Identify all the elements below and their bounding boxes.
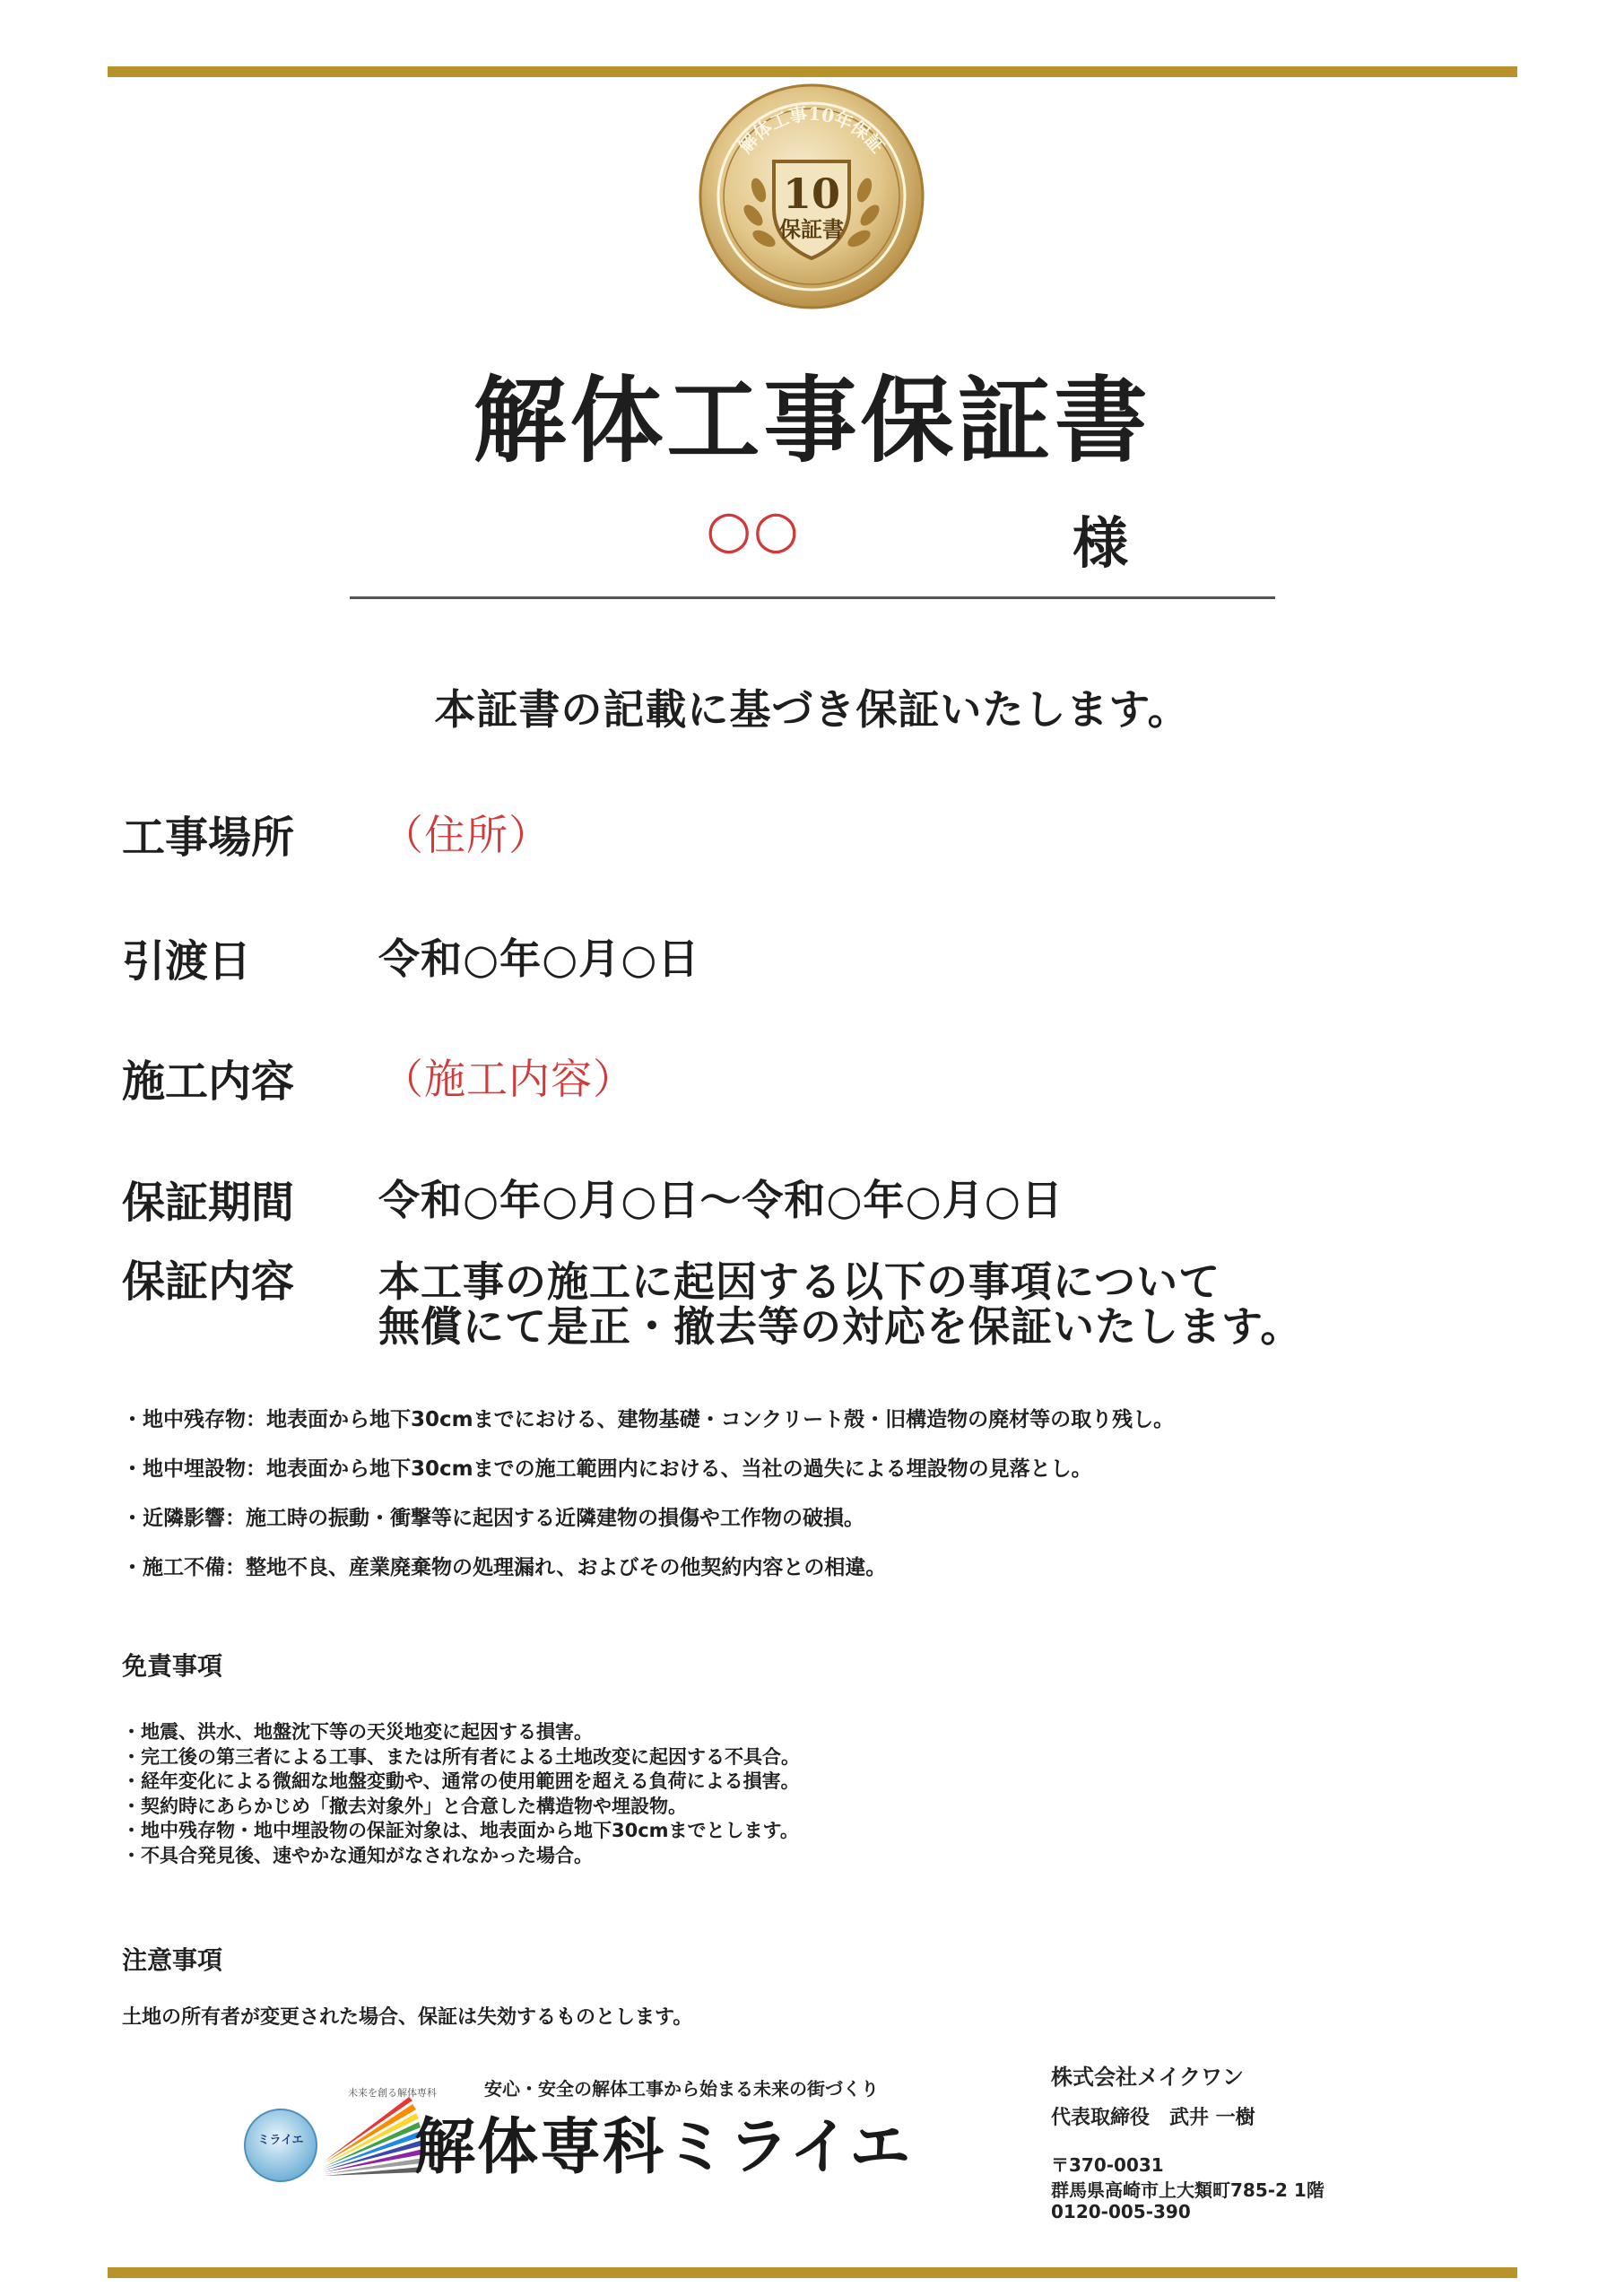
company-representative: 代表取締役 武井 一樹	[1051, 2107, 1255, 2129]
field-scope-label: 保証内容	[122, 1257, 295, 1307]
addressee-name: ○○	[706, 499, 801, 560]
top-gold-rule	[108, 66, 1517, 77]
coverage-item: ・施工不備：整地不良、産業廃棄物の処理漏れ、およびその他契約内容との相違。	[122, 1556, 887, 1579]
coverage-item: ・地中埋設物：地表面から地下30cmまでの施工範囲内における、当社の過失による埋設物の見落とし。	[122, 1457, 1092, 1481]
field-period-value: 令和○年○月○日～令和○年○月○日	[378, 1176, 1064, 1224]
field-handover-value: 令和○年○月○日	[378, 935, 700, 983]
coverage-list	[122, 1406, 1539, 1604]
field-scope-value	[378, 1259, 1302, 1349]
logo-small-text: 未来を創る解体専科	[348, 2087, 437, 2099]
field-scope-line-1: 本工事の施工に起因する以下の事項について	[378, 1257, 1221, 1306]
seal-caption: 保証書	[779, 216, 844, 242]
intro-statement: 本証書の記載に基づき保証いたします。	[434, 685, 1190, 734]
field-site-label: 工事場所	[122, 813, 295, 863]
seal-ring-text: 解体工事10年保証	[734, 102, 890, 158]
coverage-item: ・近隣影響：施工時の振動・衝撃等に起因する近隣建物の損傷や工作物の破損。	[122, 1507, 864, 1530]
disclaimer-heading: 免責事項	[122, 1651, 223, 1681]
addressee-suffix: 様	[1073, 510, 1129, 576]
field-period-label: 保証期間	[122, 1178, 295, 1228]
logo-stripes-icon	[324, 2097, 423, 2176]
disclaimer-item: ・地震、洪水、地盤沈下等の天災地変に起因する損害。	[122, 1721, 593, 1743]
bottom-gold-rule	[108, 2267, 1517, 2278]
disclaimer-item: ・不具合発見後、速やかな通知がなされなかった場合。	[122, 1844, 593, 1866]
field-work-label: 施工内容	[122, 1057, 295, 1107]
guarantee-seal	[698, 83, 925, 310]
disclaimer-list	[122, 1720, 1467, 1868]
logo-name: 解体専科ミライエ	[414, 2112, 913, 2183]
company-address: 群馬県高崎市上大類町785-2 1階	[1051, 2179, 1324, 2201]
notice-heading: 注意事項	[122, 1945, 223, 1975]
logo-tagline: 安心・安全の解体工事から始まる未来の街づくり	[484, 2078, 879, 2100]
disclaimer-item: ・経年変化による微細な地盤変動や、通常の使用範囲を超える負荷による損害。	[122, 1770, 800, 1792]
company-name: 株式会社メイクワン	[1051, 2065, 1245, 2090]
disclaimer-item: ・地中残存物・地中埋設物の保証対象は、地表面から地下30cmまでとします。	[122, 1820, 799, 1841]
disclaimer-item: ・契約時にあらかじめ「撤去対象外」と合意した構造物や埋設物。	[122, 1795, 687, 1817]
coverage-item: ・地中残存物：地表面から地下30cmまでにおける、建物基礎・コンクリート殻・旧構造物の廃材等の取り残し。	[122, 1408, 1175, 1431]
addressee-underline	[350, 596, 1275, 599]
field-site-value: （住所）	[382, 811, 551, 859]
field-work-value: （施工内容）	[382, 1055, 635, 1103]
notice-text: 土地の所有者が変更された場合、保証は失効するものとします。	[122, 2006, 693, 2029]
field-handover-label: 引渡日	[122, 936, 252, 987]
logo-badge-text: ミライエ	[257, 2134, 304, 2147]
disclaimer-item: ・完工後の第三者による工事、または所有者による土地改変に起因する不具合。	[122, 1745, 800, 1768]
document-title: 解体工事保証書	[473, 366, 1151, 475]
seal-number: 10	[782, 170, 841, 218]
company-phone: 0120-005-390	[1051, 2201, 1191, 2222]
company-zip: 〒370-0031	[1051, 2154, 1164, 2176]
field-scope-line-2: 無償にて是正・撤去等の対応を保証いたします。	[378, 1302, 1303, 1351]
